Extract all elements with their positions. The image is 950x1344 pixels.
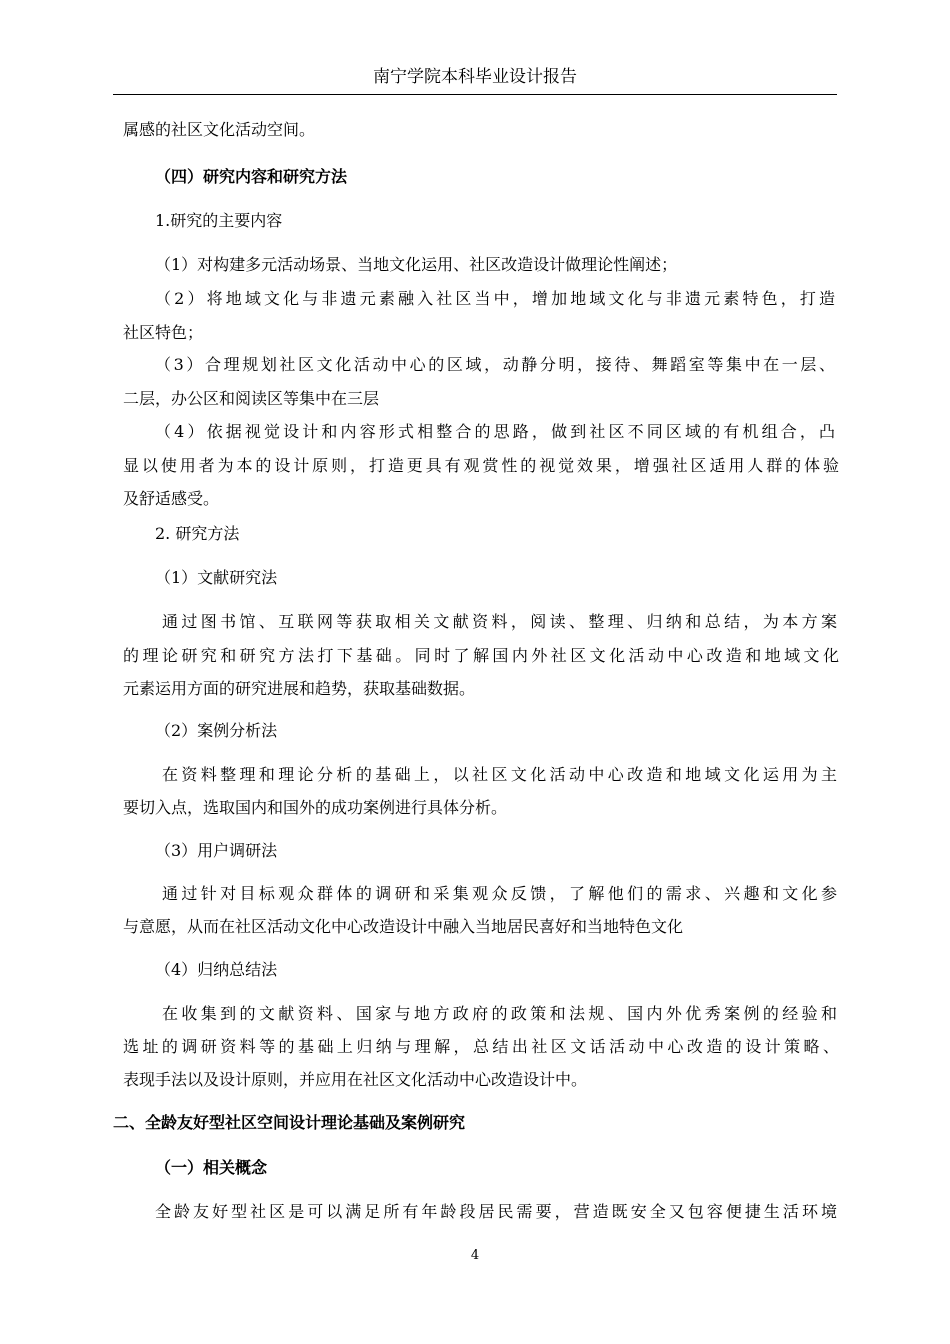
paragraph-line: 通过图书馆、互联网等获取相关文献资料，阅读、整理、归纳和总结，为本方案 (162, 612, 837, 631)
paragraph-line: 全龄友好型社区是可以满足所有年龄段居民需要，营造既安全又包容便捷生活环境 (155, 1202, 837, 1221)
header-rule (113, 94, 837, 95)
list-item: （4）依据视觉设计和内容形式相整合的思路，做到社区不同区域的有机组合，凸 (155, 422, 835, 441)
page-number: 4 (470, 1248, 480, 1263)
text-line: 表现手法以及设计原则，并应用在社区文化活动中心改造设计中。 (123, 1070, 588, 1089)
paragraph-line: 在收集到的文献资料、国家与地方政府的政策和法规、国内外优秀案例的经验和 (162, 1004, 837, 1023)
text-line: 属感的社区文化活动空间。 (123, 120, 316, 139)
text-line: 元素运用方面的研究进展和趋势，获取基础数据。 (123, 679, 476, 698)
text-line: 的理论研究和研究方法打下基础。同时了解国内外社区文化活动中心改造和地域文化 (123, 646, 839, 665)
text-line: 与意愿，从而在社区活动文化中心改造设计中融入当地居民喜好和当地特色文化 (123, 917, 684, 936)
list-item: （3）合理规划社区文化活动中心的区域，动静分明，接待、舞蹈室等集中在一层、 (155, 355, 835, 374)
page-header: 南宁学院本科毕业设计报告 (373, 67, 577, 87)
list-item: （2）将地域文化与非遗元素融入社区当中，增加地域文化与非遗元素特色，打造 (155, 289, 835, 308)
method-heading: （4）归纳总结法 (155, 960, 278, 979)
paragraph-line: 在资料整理和理论分析的基础上，以社区文化活动中心改造和地域文化运用为主 (162, 765, 837, 784)
section-heading: （四）研究内容和研究方法 (155, 167, 348, 186)
text-line: 社区特色； (123, 323, 204, 342)
text-line: 二层，办公区和阅读区等集中在三层 (123, 389, 380, 408)
method-heading: （3）用户调研法 (155, 841, 278, 860)
text-line: 显以使用者为本的设计原则，打造更具有观赏性的视觉效果，增强社区适用人群的体验 (123, 456, 839, 475)
text-line: 选址的调研资料等的基础上归纳与理解，总结出社区文话活动中心改造的设计策略、 (123, 1037, 839, 1056)
chapter-heading: 二、全龄友好型社区空间设计理论基础及案例研究 (113, 1113, 466, 1132)
text-line: 及舒适感受。 (123, 489, 220, 508)
list-item: （1）对构建多元活动场景、当地文化运用、社区改造设计做理论性阐述； (155, 255, 678, 274)
method-heading: （1）文献研究法 (155, 568, 278, 587)
text-line: 要切入点，选取国内和国外的成功案例进行具体分析。 (123, 798, 508, 817)
section-heading: （一）相关概念 (155, 1158, 268, 1177)
subsection-heading: 2. 研究方法 (155, 524, 240, 543)
paragraph-line: 通过针对目标观众群体的调研和采集观众反馈，了解他们的需求、兴趣和文化参 (162, 884, 837, 903)
subsection-heading: 1.研究的主要内容 (155, 211, 283, 230)
method-heading: （2）案例分析法 (155, 721, 278, 740)
